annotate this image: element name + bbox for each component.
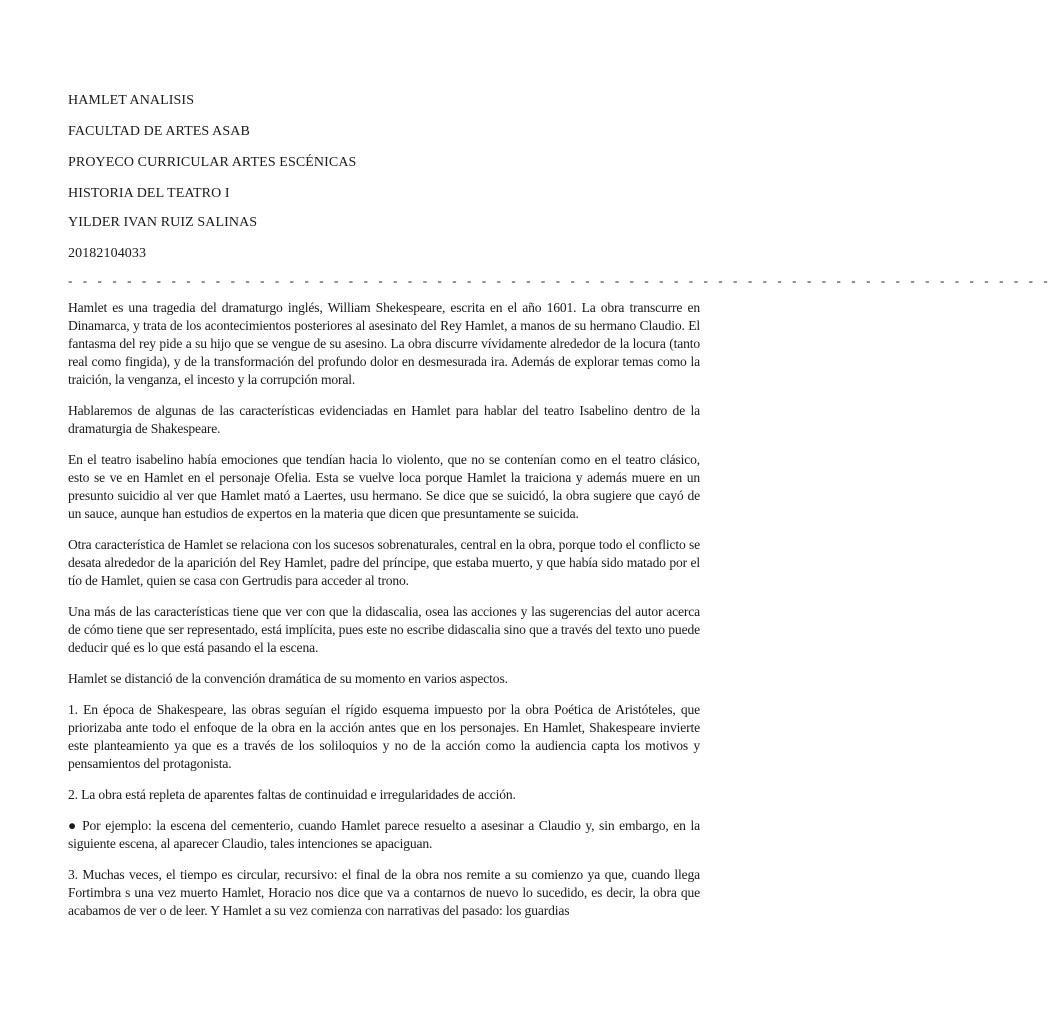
paragraph-intro: Hamlet es una tragedia del dramaturgo inglés, William Shekespeare, escrita en el año 1601. La obra transcurre en Dinamarca, y trata de los acontecimientos posteriores al asesinato del Rey Hamlet, a manos de su hermano Claudio. El fantasma del rey pide a su hijo que se vengue de su asesino. La obra discurre vívidamente alrededor de la locura (tanto real como fingida), y de la transformación del profundo dolor en desmesurada ira. Además de explorar temas como la traición, la venganza, el incesto y la corrupción moral. xyxy=(68,300,700,387)
dashed-divider: - - - - - - - - - - - - - - - - - - - - - - - - - - - - - - - - - - - - - - - - - - - - - - - - - - - - - - - - - - - - - - - - - - - xyxy=(68,273,1051,288)
paragraph-point-2: 2. La obra está repleta de aparentes faltas de continuidad e irregularidades de acción. xyxy=(68,787,516,802)
student-id-line: 20182104033 xyxy=(68,246,147,261)
author-line: YILDER IVAN RUIZ SALINAS xyxy=(68,215,258,230)
paragraph-example: ● Por ejemplo: la escena del cementerio, cuando Hamlet parece resuelto a asesinar a Claudio y, sin embargo, en la siguiente escena, al aparecer Claudio, tales intenciones se apaciguan. xyxy=(68,818,700,851)
paragraph-emotions: En el teatro isabelino había emociones que tendían hacia lo violento, que no se contenían como en el teatro clásico, esto se ve en Hamlet en el personaje Ofelia. Esta se vuelve loca porque Hamlet la traiciona y además muere en un presunto suicidio al ver que Hamlet mató a Laertes, usu hermano. Se dice que se suicidó, la obra sugiere que cayó de un sauce, aunque han estudios de expertos en la materia que dicen que presuntamente se suicida. xyxy=(68,452,700,521)
paragraph-supernatural: Otra característica de Hamlet se relaciona con los sucesos sobrenaturales, central en la obra, porque todo el conflicto se desata alrededor de la aparición del Rey Hamlet, padre del príncipe, que estaba muerto, y que había sido matado por el tío de Hamlet, quien se casa con Gertrudis para acceder al trono. xyxy=(68,537,700,588)
paragraph-point-3: 3. Muchas veces, el tiempo es circular, recursivo: el final de la obra nos remite a su comienzo ya que, cuando llega Fortimbra s una vez muerto Hamlet, Horacio nos dice que va a contarnos de nuevo lo sucedido, es decir, la obra que acabamos de ver o de leer. Y Hamlet a su vez comienza con narrativas del pasado: los guardias xyxy=(68,867,700,918)
document-title: HAMLET ANALISIS xyxy=(68,93,195,108)
paragraph-point-1: 1. En época de Shakespeare, las obras seguían el rígido esquema impuesto por la obra Poética de Aristóteles, que priorizaba ante todo el enfoque de la obra en la acción antes que en los personajes. En Hamlet, Shakespeare invierte este planteamiento ya que es a través de los soliloquios y no de la acción como la audiencia capta los motivos y pensamientos del protagonista. xyxy=(68,702,700,771)
faculty-line: FACULTAD DE ARTES ASAB xyxy=(68,124,250,139)
paragraph-didascalia: Una más de las características tiene que ver con que la didascalia, osea las acciones y las sugerencias del autor acerca de cómo tiene que ser representado, está implícita, pues este no escribe didascalia sino que a través del texto uno puede deducir qué es lo que está pasando el la escena. xyxy=(68,604,700,655)
paragraph-characteristics: Hablaremos de algunas de las características evidenciadas en Hamlet para hablar del teatro Isabelino dentro de la dramaturgia de Shakespeare. xyxy=(68,403,700,436)
course-line: HISTORIA DEL TEATRO I xyxy=(68,186,230,201)
project-line: PROYECO CURRICULAR ARTES ESCÉNICAS xyxy=(68,155,357,170)
document-body xyxy=(68,299,700,933)
paragraph-convention: Hamlet se distanció de la convención dramática de su momento en varios aspectos. xyxy=(68,671,508,686)
